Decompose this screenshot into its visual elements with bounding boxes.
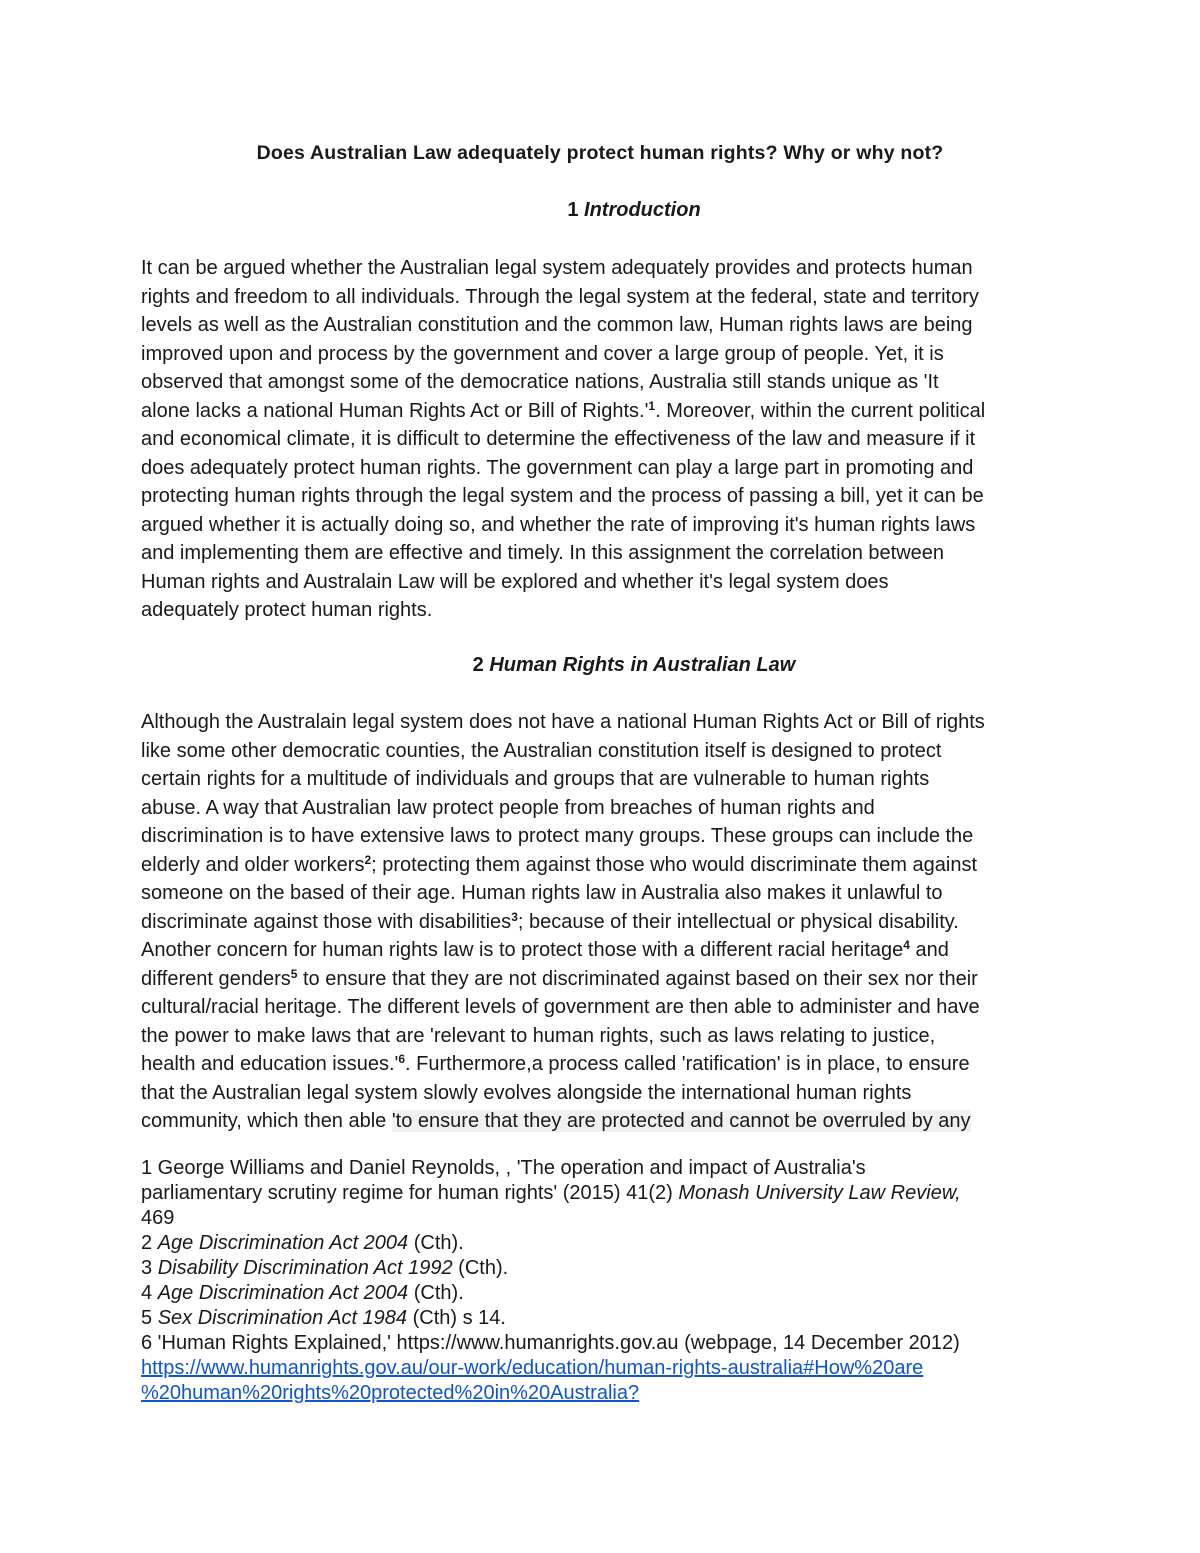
text-line: certain rights for a multitude of individuals and groups that are vulnerable to human rights (141, 768, 930, 790)
footnote-5: 5 Sex Discrimination Act 1984 (Cth) s 14. (141, 1307, 506, 1329)
text-line: like some other democratic counties, the Australian constitution itself is designed to protect (141, 739, 942, 762)
text-line: rights and freedom to all individuals. Through the legal system at the federal, state and territory (141, 285, 979, 308)
text-line: protecting human rights through the legal system and the process of passing a bill, yet it can be (141, 485, 984, 507)
text-line: someone on the based of their age. Human rights law in Australia also makes it unlawful to (141, 882, 943, 904)
text-line: community, which then able 'to ensure that they are protected and cannot be overruled by any (141, 1110, 971, 1132)
section-title: Introduction (584, 199, 701, 221)
text-line: health and education $issues.'^6$. Furthermore,a process called 'ratification' is in place, to ensure (141, 1052, 970, 1075)
text-line: Human rights and Australain Law will be explored and whether it's legal system does (141, 570, 889, 593)
text-line: and economical climate, it is difficult to determine the effectiveness of the law and measure if it (141, 428, 976, 450)
footnote-3: 3 Disability Discrimination Act 1992 (Cth). (141, 1257, 509, 1279)
text-line: discrimination is to have extensive laws to protect many groups. These groups can include the (141, 825, 974, 847)
text-line: observed that amongst some of the democratice nations, Australia still stands unique as 'It (141, 371, 939, 393)
footnote-ref-2[interactable]: 2 (364, 852, 372, 867)
footnote-6: 6 'Human Rights Explained,' https://www.humanrights.gov.au (webpage, 14 December 2012) (141, 1332, 960, 1354)
text-line: Although the Australain legal system does not have a national Human Rights Act or Bill of rights (141, 711, 985, 733)
text-line: elderly and older workers$^2$; protecting them against those who would discriminate them against (141, 852, 978, 876)
footnote-1: 1 George Williams and Daniel Reynolds, , 'The operation and impact of Australia's (141, 1157, 866, 1179)
text-line: It can be argued whether the Australian legal system adequately provides and protects human (141, 257, 973, 279)
footnote-2: 2 Age Discrimination Act 2004 (Cth). (141, 1232, 464, 1254)
footnote-6-link-line-2[interactable]: %20human%20rights%20protected%20in%20Australia? (141, 1382, 640, 1404)
text-line: alone lacks a national Human Rights Act or Bill of $Rights.'^1$. Moreover, within the current political (141, 398, 986, 422)
footnote-4: 4 Age Discrimination Act 2004 (Cth). (141, 1282, 464, 1304)
human-rights-paragraph (141, 708, 1056, 1136)
text-line: levels as well as the Australian constitution and the common law, Human rights laws are being (141, 314, 973, 336)
text-line: argued whether it is actually doing so, and whether the rate of improving it's human rights laws (141, 513, 976, 536)
text-line: cultural/racial heritage. The different levels of government are then able to administer and have (141, 996, 980, 1018)
footnote-ref-5[interactable]: 5 (290, 966, 298, 981)
footnote-ref-6[interactable]: 6 (398, 1052, 406, 1066)
section-number: 1 (567, 199, 579, 221)
footnote-1-page: 469 (141, 1207, 175, 1229)
footnote-ref-3[interactable]: 3 (511, 909, 518, 924)
text-line: adequately protect human rights. (141, 599, 433, 621)
footnote-ref-4[interactable]: 4 (903, 938, 910, 952)
footnote-1-cont: parliamentary scrutiny regime for human rights' (2015) 41(2) Monash University Law Review, (141, 1182, 961, 1204)
document-title: Does Australian Law adequately protect human rights? Why or why not? (256, 142, 944, 164)
text-line: that the Australian legal system slowly evolves alongside the international human rights (141, 1081, 912, 1104)
footnote-ref-1[interactable]: 1 (648, 398, 656, 413)
section-number: 2 (472, 654, 484, 676)
footnotes (141, 1156, 1061, 1406)
text-line: the power to make laws that are 'relevant to human rights, such as laws relating to justice, (141, 1024, 936, 1047)
text-line: different genders$^5$ to ensure that they are not discriminated against based on their sex nor their (141, 966, 978, 990)
section-heading-human-rights (0, 654, 1200, 677)
section-title: Human Rights in Australian Law (489, 654, 796, 676)
text-line: Another concern for human rights law is to protect those with a different racial heritage$^4$ and (141, 938, 949, 961)
text-line: abuse. A way that Australian law protect people from breaches of human rights and (141, 796, 875, 819)
text-line: and implementing them are effective and timely. In this assignment the correlation between (141, 542, 945, 564)
highlighted-quote: 'to ensure that they are protected and cannot be overruled by any (391, 1110, 971, 1132)
section-heading-introduction (0, 199, 1200, 222)
text-line: improved upon and process by the government and cover a large group of people. Yet, it is (141, 342, 944, 365)
text-line: does adequately protect human rights. The government can play a large part in promoting and (141, 456, 974, 479)
footnote-6-link-line-1[interactable]: https://www.humanrights.gov.au/our-work/education/human-rights-australia#How%20are (141, 1357, 924, 1379)
text-line: discriminate against those with disabilities$^3$; because of their intellectual or physical disability. (141, 909, 959, 933)
introduction-paragraph (141, 254, 1056, 625)
